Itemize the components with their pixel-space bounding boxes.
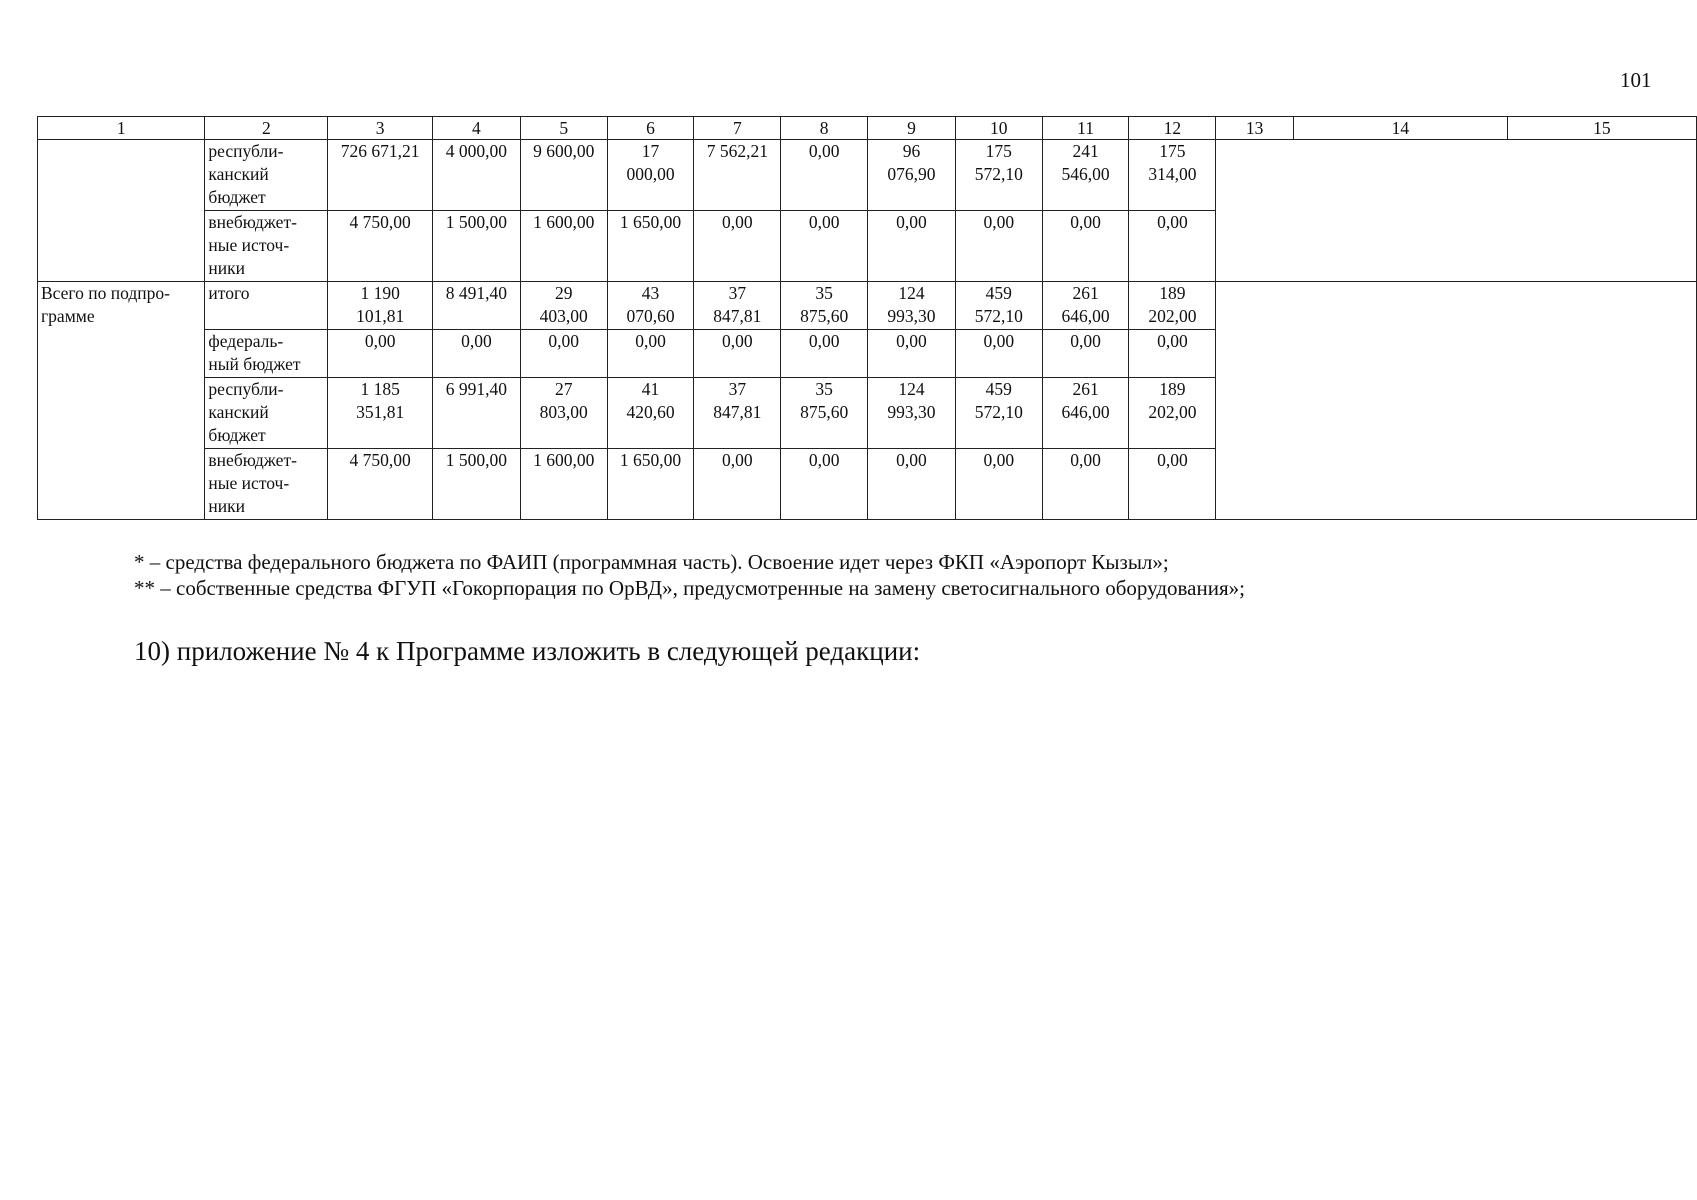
value-cell: 0,00 bbox=[1129, 330, 1216, 378]
value-cell: 4 750,00 bbox=[328, 211, 433, 282]
funding-source: внебюджет- ные источ- ники bbox=[205, 449, 328, 520]
value-cell: 7 562,21 bbox=[694, 140, 781, 211]
value-cell: 4 750,00 bbox=[328, 449, 433, 520]
budget-table bbox=[37, 116, 1697, 520]
column-header: 9 bbox=[868, 117, 956, 140]
value-cell: 0,00 bbox=[1042, 449, 1129, 520]
footnote-federal-budget: * – средства федерального бюджета по ФАИП (программная часть). Освоение идет через ФКП «Аэропорт Кызыл»; bbox=[134, 550, 1169, 574]
empty-cell bbox=[1216, 282, 1697, 520]
page-number: 101 bbox=[1620, 68, 1652, 92]
column-header: 6 bbox=[607, 117, 694, 140]
value-cell: 29 403,00 bbox=[520, 282, 607, 330]
column-header: 1 bbox=[38, 117, 205, 140]
value-cell: 1 185 351,81 bbox=[328, 378, 433, 449]
value-cell: 0,00 bbox=[955, 330, 1042, 378]
value-cell: 0,00 bbox=[432, 330, 520, 378]
value-cell: 8 491,40 bbox=[432, 282, 520, 330]
value-cell: 124 993,30 bbox=[868, 378, 956, 449]
column-header: 14 bbox=[1293, 117, 1507, 140]
value-cell: 37 847,81 bbox=[694, 378, 781, 449]
value-cell: 241 546,00 bbox=[1042, 140, 1129, 211]
value-cell: 1 600,00 bbox=[520, 211, 607, 282]
row-group-label: Всего по подпро- грамме bbox=[38, 282, 205, 520]
value-cell: 0,00 bbox=[868, 211, 956, 282]
column-header: 7 bbox=[694, 117, 781, 140]
value-cell: 0,00 bbox=[781, 211, 868, 282]
funding-source: итого bbox=[205, 282, 328, 330]
value-cell: 0,00 bbox=[868, 330, 956, 378]
value-cell: 1 600,00 bbox=[520, 449, 607, 520]
value-cell: 37 847,81 bbox=[694, 282, 781, 330]
value-cell: 96 076,90 bbox=[868, 140, 956, 211]
value-cell: 17 000,00 bbox=[607, 140, 694, 211]
value-cell: 189 202,00 bbox=[1129, 282, 1216, 330]
value-cell: 9 600,00 bbox=[520, 140, 607, 211]
column-header: 10 bbox=[955, 117, 1042, 140]
value-cell: 0,00 bbox=[1042, 330, 1129, 378]
value-cell: 6 991,40 bbox=[432, 378, 520, 449]
value-cell: 0,00 bbox=[868, 449, 956, 520]
value-cell: 0,00 bbox=[1129, 211, 1216, 282]
value-cell: 35 875,60 bbox=[781, 282, 868, 330]
value-cell: 459 572,10 bbox=[955, 282, 1042, 330]
column-header: 2 bbox=[205, 117, 328, 140]
funding-source: внебюджет- ные источ- ники bbox=[205, 211, 328, 282]
column-header: 4 bbox=[432, 117, 520, 140]
value-cell: 0,00 bbox=[781, 449, 868, 520]
value-cell: 261 646,00 bbox=[1042, 282, 1129, 330]
value-cell: 4 000,00 bbox=[432, 140, 520, 211]
value-cell: 0,00 bbox=[1129, 449, 1216, 520]
value-cell: 175 572,10 bbox=[955, 140, 1042, 211]
value-cell: 1 650,00 bbox=[607, 211, 694, 282]
instruction-text: 10) приложение № 4 к Программе изложить в следующей редакции: bbox=[134, 636, 921, 666]
value-cell: 726 671,21 bbox=[328, 140, 433, 211]
funding-source: федераль- ный бюджет bbox=[205, 330, 328, 378]
table-row bbox=[38, 140, 1697, 211]
value-cell: 175 314,00 bbox=[1129, 140, 1216, 211]
table-row bbox=[38, 282, 1697, 330]
value-cell: 261 646,00 bbox=[1042, 378, 1129, 449]
value-cell: 124 993,30 bbox=[868, 282, 956, 330]
column-header: 3 bbox=[328, 117, 433, 140]
value-cell: 1 650,00 bbox=[607, 449, 694, 520]
empty-cell bbox=[1216, 140, 1697, 282]
header-row bbox=[38, 117, 1697, 140]
column-header: 13 bbox=[1216, 117, 1294, 140]
column-header: 5 bbox=[520, 117, 607, 140]
value-cell: 0,00 bbox=[694, 330, 781, 378]
value-cell: 43 070,60 bbox=[607, 282, 694, 330]
value-cell: 0,00 bbox=[607, 330, 694, 378]
row-group-label bbox=[38, 140, 205, 282]
value-cell: 0,00 bbox=[781, 140, 868, 211]
footnote-own-funds: ** – собственные средства ФГУП «Гокорпорация по ОрВД», предусмотренные на замену светосигнального оборудования»; bbox=[134, 576, 1245, 600]
value-cell: 0,00 bbox=[781, 330, 868, 378]
value-cell: 1 500,00 bbox=[432, 449, 520, 520]
funding-source: республи- канский бюджет bbox=[205, 140, 328, 211]
column-header: 12 bbox=[1129, 117, 1216, 140]
value-cell: 0,00 bbox=[955, 211, 1042, 282]
value-cell: 0,00 bbox=[1042, 211, 1129, 282]
value-cell: 41 420,60 bbox=[607, 378, 694, 449]
value-cell: 0,00 bbox=[328, 330, 433, 378]
funding-source: республи- канский бюджет bbox=[205, 378, 328, 449]
value-cell: 27 803,00 bbox=[520, 378, 607, 449]
value-cell: 1 190 101,81 bbox=[328, 282, 433, 330]
value-cell: 0,00 bbox=[955, 449, 1042, 520]
value-cell: 0,00 bbox=[694, 211, 781, 282]
value-cell: 35 875,60 bbox=[781, 378, 868, 449]
value-cell: 459 572,10 bbox=[955, 378, 1042, 449]
column-header: 8 bbox=[781, 117, 868, 140]
value-cell: 1 500,00 bbox=[432, 211, 520, 282]
column-header: 11 bbox=[1042, 117, 1129, 140]
value-cell: 189 202,00 bbox=[1129, 378, 1216, 449]
column-header: 15 bbox=[1507, 117, 1696, 140]
value-cell: 0,00 bbox=[520, 330, 607, 378]
value-cell: 0,00 bbox=[694, 449, 781, 520]
